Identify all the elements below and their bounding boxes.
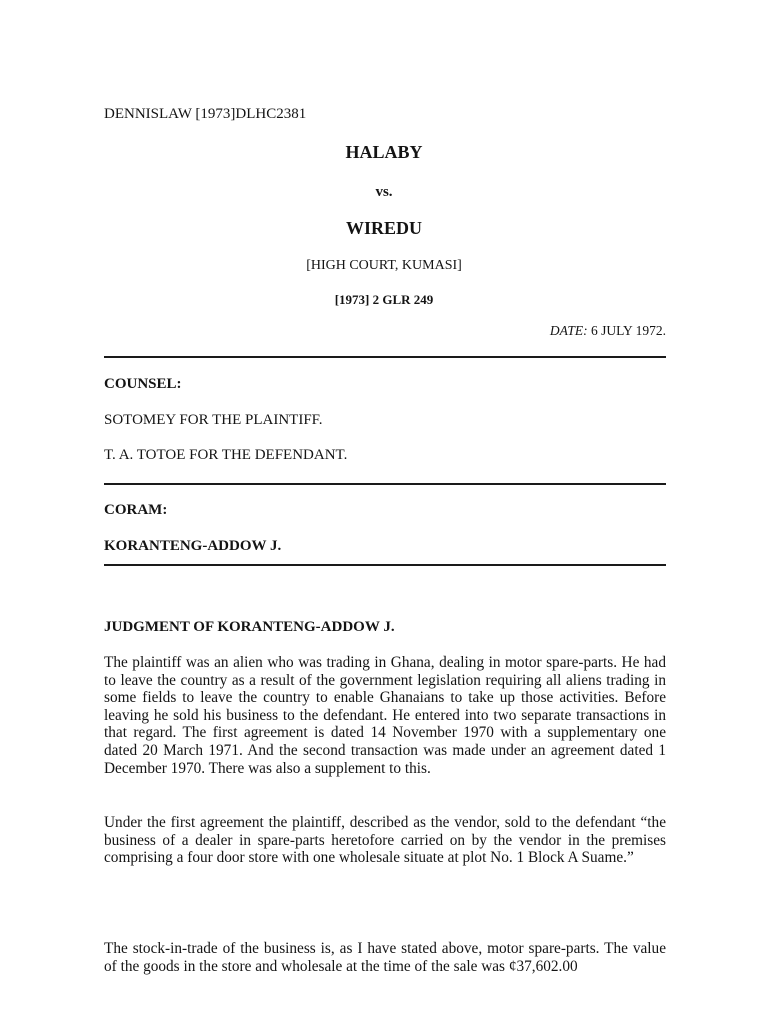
- judge-name: KORANTENG-ADDOW J.: [104, 538, 282, 554]
- judgment-date: [550, 323, 666, 339]
- law-report-citation: [1973] 2 GLR 249: [334, 292, 434, 307]
- divider: [104, 483, 666, 485]
- divider: [104, 356, 666, 358]
- counsel-heading: COUNSEL:: [104, 376, 182, 392]
- date-value: 6 JULY 1972.: [587, 323, 666, 338]
- divider: [104, 564, 666, 566]
- date-label: DATE:: [549, 323, 588, 338]
- judgment-paragraph: The stock-in-trade of the business is, as I have stated above, motor spare-parts. The value of the goods in the store and wholesale at the time of the sale was ¢37,602.00: [104, 940, 666, 975]
- versus-label: vs.: [375, 184, 393, 200]
- defendant-counsel: T. A. TOTOE FOR THE DEFENDANT.: [104, 447, 348, 463]
- plaintiff-counsel: SOTOMEY FOR THE PLAINTIFF.: [104, 412, 323, 428]
- judgment-paragraph: The plaintiff was an alien who was trading in Ghana, dealing in motor spare-parts. He had to leave the country as a result of the government legislation requiring all aliens trading in some fields to leave the country to enable Ghanaians to take up those activities. Before leaving he sold his business to the defendant. He entered into two separate transactions in that regard. The first agreement is dated 14 November 1970 with a supplementary one dated 20 March 1971. And the second transaction was made under an agreement dated 1 December 1970. There was also a supplement to this.: [104, 654, 666, 777]
- judgment-heading: JUDGMENT OF KORANTENG-ADDOW J.: [104, 619, 395, 635]
- coram-heading: CORAM:: [104, 502, 168, 518]
- defendant-name: WIREDU: [345, 218, 422, 238]
- judgment-paragraph: Under the first agreement the plaintiff, described as the vendor, sold to the defendant “the business of a dealer in spare-parts heretofore carried on by the vendor in the premises comprising a four door store with one wholesale situate at plot No. 1 Block A Suame.”: [104, 814, 666, 867]
- case-citation: DENNISLAW [1973]DLHC2381: [104, 106, 307, 122]
- court-name: [HIGH COURT, KUMASI]: [306, 258, 462, 273]
- plaintiff-name: HALABY: [345, 142, 423, 162]
